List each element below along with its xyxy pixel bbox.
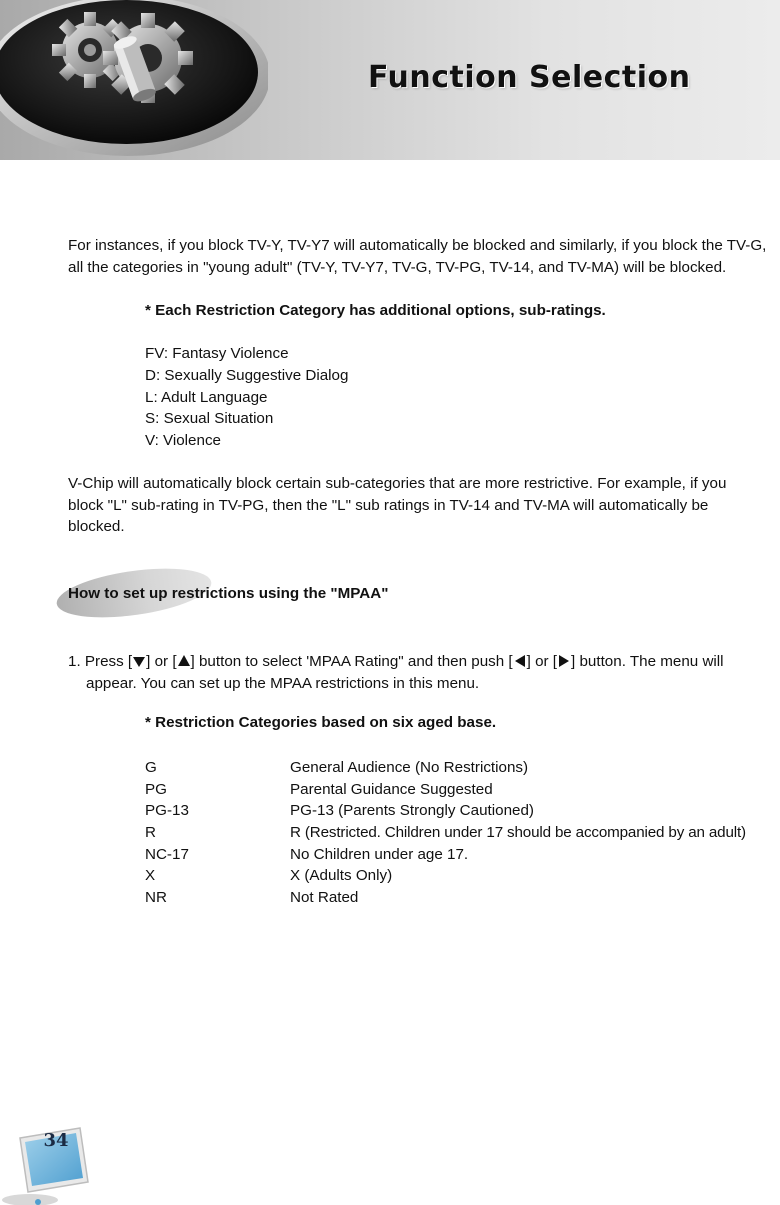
mpaa-description: Not Rated xyxy=(290,889,359,906)
down-arrow-icon xyxy=(132,653,146,669)
sub-rating-item: S: Sexual Situation xyxy=(145,410,274,427)
gears-icon xyxy=(0,0,268,160)
step-1-text: ] button. The menu will xyxy=(571,653,724,670)
step-1-text: ] or [ xyxy=(146,653,177,670)
mpaa-code: PG xyxy=(145,781,167,798)
mpaa-code: NR xyxy=(145,889,167,906)
step-1-text: ] button to select 'MPAA Rating" and then push [ xyxy=(190,653,513,670)
left-arrow-icon xyxy=(513,653,527,669)
mpaa-code: NC-17 xyxy=(145,846,189,863)
sub-ratings-heading: * Each Restriction Category has additional options, sub-ratings. xyxy=(145,302,606,319)
mpaa-code: G xyxy=(145,759,157,776)
mpaa-description: No Children under age 17. xyxy=(290,846,469,863)
page-number: 34 xyxy=(43,1130,69,1151)
step-1-text: ] or [ xyxy=(526,653,558,670)
right-arrow-icon xyxy=(557,653,571,669)
page-title: Function Selection xyxy=(368,60,691,95)
step-1-text: 1. Press [ xyxy=(68,653,133,670)
sub-rating-item: D: Sexually Suggestive Dialog xyxy=(145,367,349,384)
mpaa-description: Parental Guidance Suggested xyxy=(290,781,493,798)
step-1-line-1 xyxy=(68,651,724,673)
mpaa-categories-heading: * Restriction Categories based on six aged base. xyxy=(145,714,497,731)
mpaa-description: R (Restricted. Children under 17 should be accompanied by an adult) xyxy=(290,824,746,841)
mpaa-description: X (Adults Only) xyxy=(290,867,393,884)
vchip-paragraph: V-Chip will automatically block certain sub-categories that are more restrictive. For example, if you block "L" sub-rating in TV-PG, then the "L" sub ratings in TV-14 and TV-MA will automatically be blocked. xyxy=(68,475,727,536)
sub-rating-item: V: Violence xyxy=(145,432,221,449)
intro-paragraph: For instances, if you block TV-Y, TV-Y7 will automatically be blocked and similarly, if you block the TV-G, all the categories in "young adult" (TV-Y, TV-Y7, TV-G, TV-PG, TV-14, and TV-MA) will be blocked. xyxy=(68,237,767,276)
mpaa-section-heading: How to set up restrictions using the "MPAA" xyxy=(68,585,389,602)
step-1-line-2: appear. You can set up the MPAA restrictions in this menu. xyxy=(86,675,480,692)
mpaa-description: PG-13 (Parents Strongly Cautioned) xyxy=(290,802,534,819)
sub-rating-item: FV: Fantasy Violence xyxy=(145,345,289,362)
mpaa-code: PG-13 xyxy=(145,802,189,819)
page-header xyxy=(0,0,780,160)
mpaa-code: R xyxy=(145,824,156,841)
mpaa-description: General Audience (No Restrictions) xyxy=(290,759,529,776)
sub-rating-item: L: Adult Language xyxy=(145,389,268,406)
mpaa-code: X xyxy=(145,867,156,884)
up-arrow-icon xyxy=(177,653,191,669)
